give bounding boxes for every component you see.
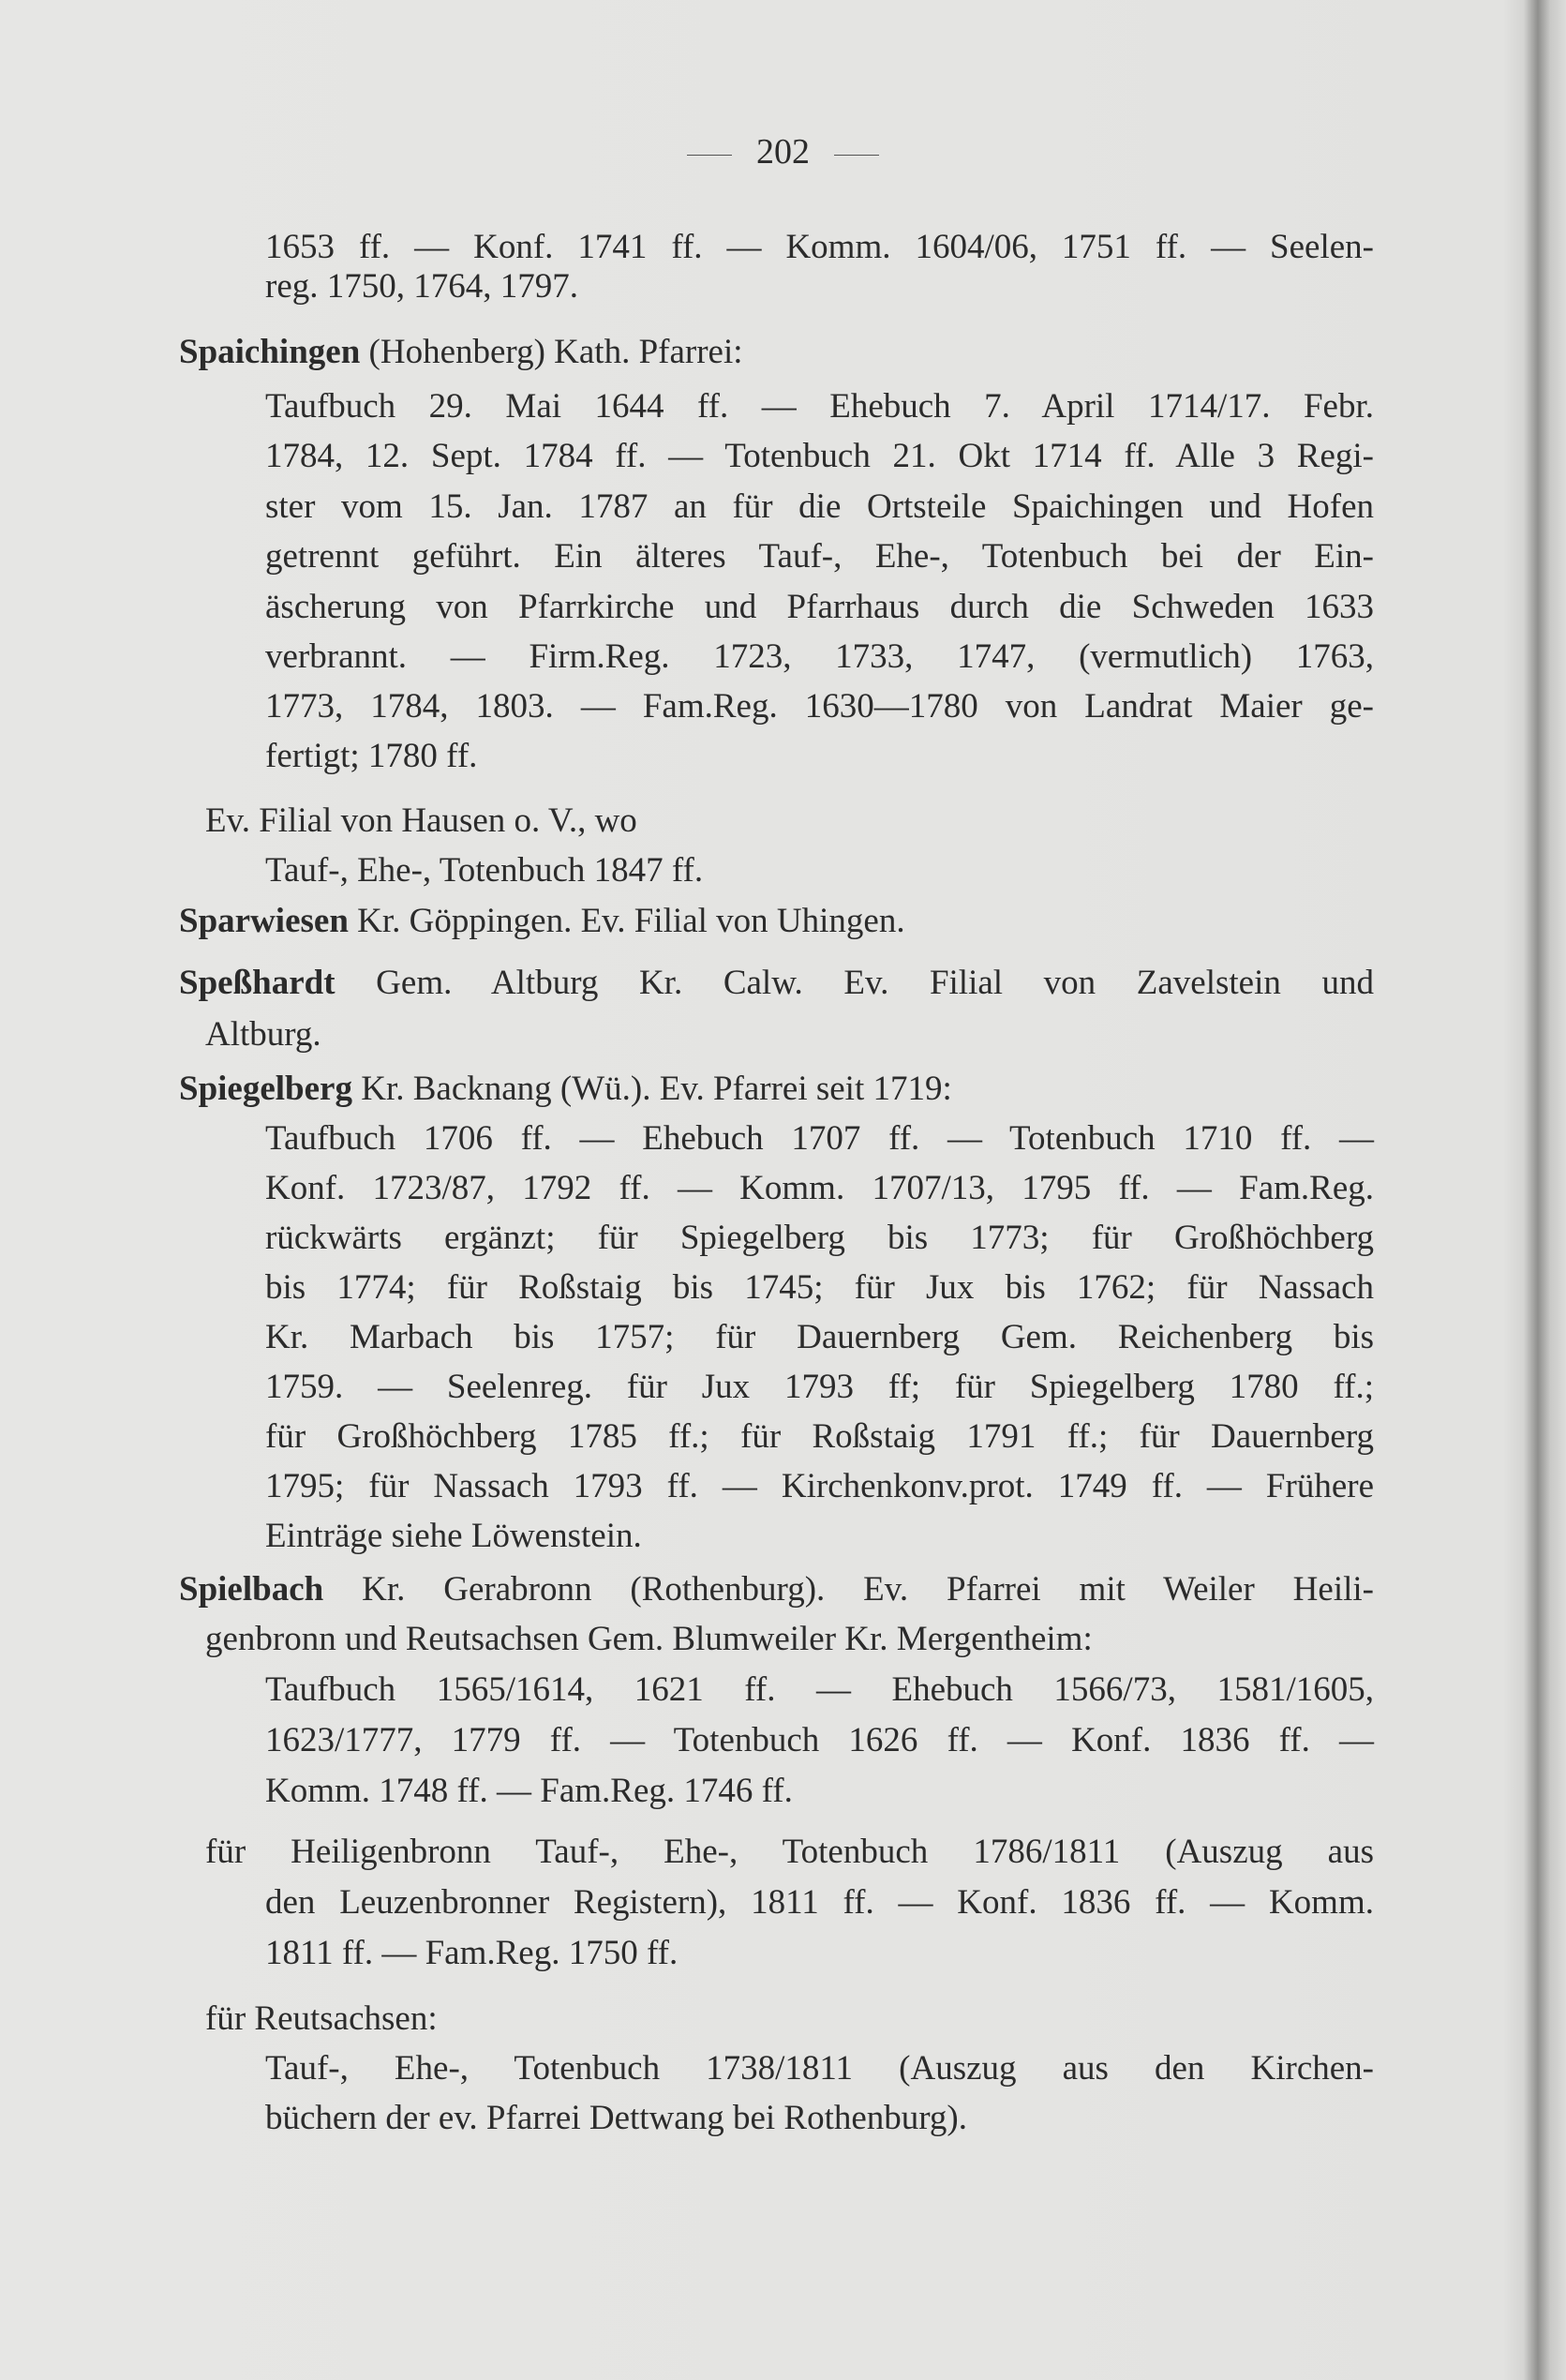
text-line: [265, 1264, 1374, 1312]
line-text: Ev. Filial von Hausen o. V., wo: [205, 801, 637, 840]
text-line: [265, 1879, 1374, 1927]
place-name: Spaichingen: [179, 333, 361, 371]
line-text: (Hohenberg) Kath. Pfarrei:: [360, 333, 743, 371]
text-line: [265, 483, 1374, 531]
text-line: [265, 633, 1374, 681]
text-line: [265, 1413, 1374, 1461]
line-text: Taufbuch 1565/1614, 1621 ff. — Ehebuch 1566/73, 1581/1605,: [265, 1670, 1374, 1709]
line-text: Kr. Marbach bis 1757; für Dauernberg Gem. Reichenberg bis: [265, 1318, 1374, 1356]
line-text: ster vom 15. Jan. 1787 an für die Ortsteile Spaichingen und Hofen: [265, 487, 1374, 526]
line-text: 1795; für Nassach 1793 ff. — Kirchenkonv.prot. 1749 ff. — Frühere: [265, 1467, 1374, 1505]
text-line: [265, 1716, 1374, 1765]
entry-heading-line: [179, 1065, 952, 1114]
text-line: [265, 2094, 967, 2143]
line-text: äscherung von Pfarrkirche und Pfarrhaus durch die Schweden 1633: [265, 588, 1374, 626]
line-text: Einträge siehe Löwenstein.: [265, 1517, 642, 1555]
text-line: [265, 1767, 793, 1816]
line-text: 1653 ff. — Konf. 1741 ff. — Komm. 1604/06, 1751 ff. — Seelen-: [265, 228, 1374, 266]
place-name: Spielbach: [179, 1570, 324, 1609]
line-text: Gem. Altburg Kr. Calw. Ev. Filial von Zavelstein und: [335, 964, 1374, 1002]
text-line: [265, 2044, 1374, 2093]
text-line: [265, 1512, 642, 1561]
place-name: Speßhardt: [179, 964, 336, 1002]
line-text: getrennt geführt. Ein älteres Tauf-, Ehe-, Totenbuch bei der Ein-: [265, 537, 1374, 576]
text-line: [265, 1666, 1374, 1714]
text-line: [265, 1115, 1374, 1163]
line-text: fertigt; 1780 ff.: [265, 737, 478, 775]
text-line: [265, 1313, 1374, 1362]
line-text: 1759. — Seelenreg. für Jux 1793 ff; für Spiegelberg 1780 ff.;: [265, 1368, 1374, 1406]
text-line: [265, 1462, 1374, 1511]
text-line: [205, 797, 637, 846]
text-line: [265, 532, 1374, 581]
text-line: [205, 1828, 1374, 1877]
line-text: Tauf-, Ehe-, Totenbuch 1738/1811 (Auszug aus den Kirchen-: [265, 2049, 1374, 2088]
entry-heading-line: [179, 1565, 1374, 1614]
line-text: 1773, 1784, 1803. — Fam.Reg. 1630—1780 von Landrat Maier ge-: [265, 687, 1374, 726]
entry-heading-line: [179, 328, 743, 377]
text-line: [265, 732, 477, 781]
line-text: reg. 1750, 1764, 1797.: [265, 267, 578, 306]
text-line: [205, 1615, 1093, 1664]
text-line: [265, 1363, 1374, 1412]
line-text: bis 1774; für Roßstaig bis 1745; für Jux bis 1762; für Nassach: [265, 1268, 1374, 1307]
text-line: [265, 1214, 1374, 1263]
entry-heading-line: [179, 897, 905, 946]
line-text: Taufbuch 1706 ff. — Ehebuch 1707 ff. — Totenbuch 1710 ff. —: [265, 1119, 1374, 1158]
page-number-dash-right: [834, 155, 879, 156]
line-text: Kr. Backnang (Wü.). Ev. Pfarrei seit 1719:: [351, 1070, 952, 1108]
page-number-dash-left: [687, 155, 732, 156]
line-text: 1784, 12. Sept. 1784 ff. — Totenbuch 21. Okt 1714 ff. Alle 3 Regi-: [265, 437, 1374, 475]
line-text: Tauf-, Ehe-, Totenbuch 1847 ff.: [265, 851, 704, 890]
page-number: [0, 131, 1566, 172]
line-text: 1811 ff. — Fam.Reg. 1750 ff.: [265, 1934, 679, 1972]
text-line: [205, 1995, 438, 2043]
line-text: den Leuzenbronner Registern), 1811 ff. — Konf. 1836 ff. — Komm.: [265, 1883, 1374, 1922]
line-text: Komm. 1748 ff. — Fam.Reg. 1746 ff.: [265, 1772, 793, 1810]
line-text: genbronn und Reutsachsen Gem. Blumweiler Kr. Mergentheim:: [205, 1620, 1093, 1658]
entry-heading-line: [179, 959, 1374, 1008]
line-text: Kr. Gerabronn (Rothenburg). Ev. Pfarrei mit Weiler Heili-: [323, 1570, 1374, 1609]
line-text: Konf. 1723/87, 1792 ff. — Komm. 1707/13, 1795 ff. — Fam.Reg.: [265, 1169, 1374, 1207]
text-line: [265, 846, 703, 895]
text-line: [265, 1929, 678, 1978]
text-line: [205, 1010, 321, 1059]
line-text: 1623/1777, 1779 ff. — Totenbuch 1626 ff. — Konf. 1836 ff. —: [265, 1721, 1374, 1759]
line-text: rückwärts ergänzt; für Spiegelberg bis 1773; für Großhöchberg: [265, 1219, 1374, 1257]
text-line: [265, 1164, 1374, 1213]
line-text: Taufbuch 29. Mai 1644 ff. — Ehebuch 7. April 1714/17. Febr.: [265, 387, 1374, 426]
line-text: Altburg.: [205, 1015, 321, 1054]
line-text: für Heiligenbronn Tauf-, Ehe-, Totenbuch 1786/1811 (Auszug aus: [205, 1833, 1374, 1871]
text-line: [265, 382, 1374, 431]
text-line: [265, 262, 578, 311]
text-line: [265, 682, 1374, 731]
line-text: verbrannt. — Firm.Reg. 1723, 1733, 1747, (vermutlich) 1763,: [265, 637, 1374, 676]
line-text: für Reutsachsen:: [205, 1999, 438, 2038]
place-name: Sparwiesen: [179, 902, 349, 940]
line-text: büchern der ev. Pfarrei Dettwang bei Rothenburg).: [265, 2099, 967, 2137]
place-name: Spiegelberg: [179, 1070, 352, 1108]
page-number-text: 202: [756, 132, 810, 172]
line-text: Kr. Göppingen. Ev. Filial von Uhingen.: [348, 902, 905, 940]
text-line: [265, 583, 1374, 632]
text-line: [265, 432, 1374, 481]
line-text: für Großhöchberg 1785 ff.; für Roßstaig 1791 ff.; für Dauernberg: [265, 1417, 1374, 1456]
